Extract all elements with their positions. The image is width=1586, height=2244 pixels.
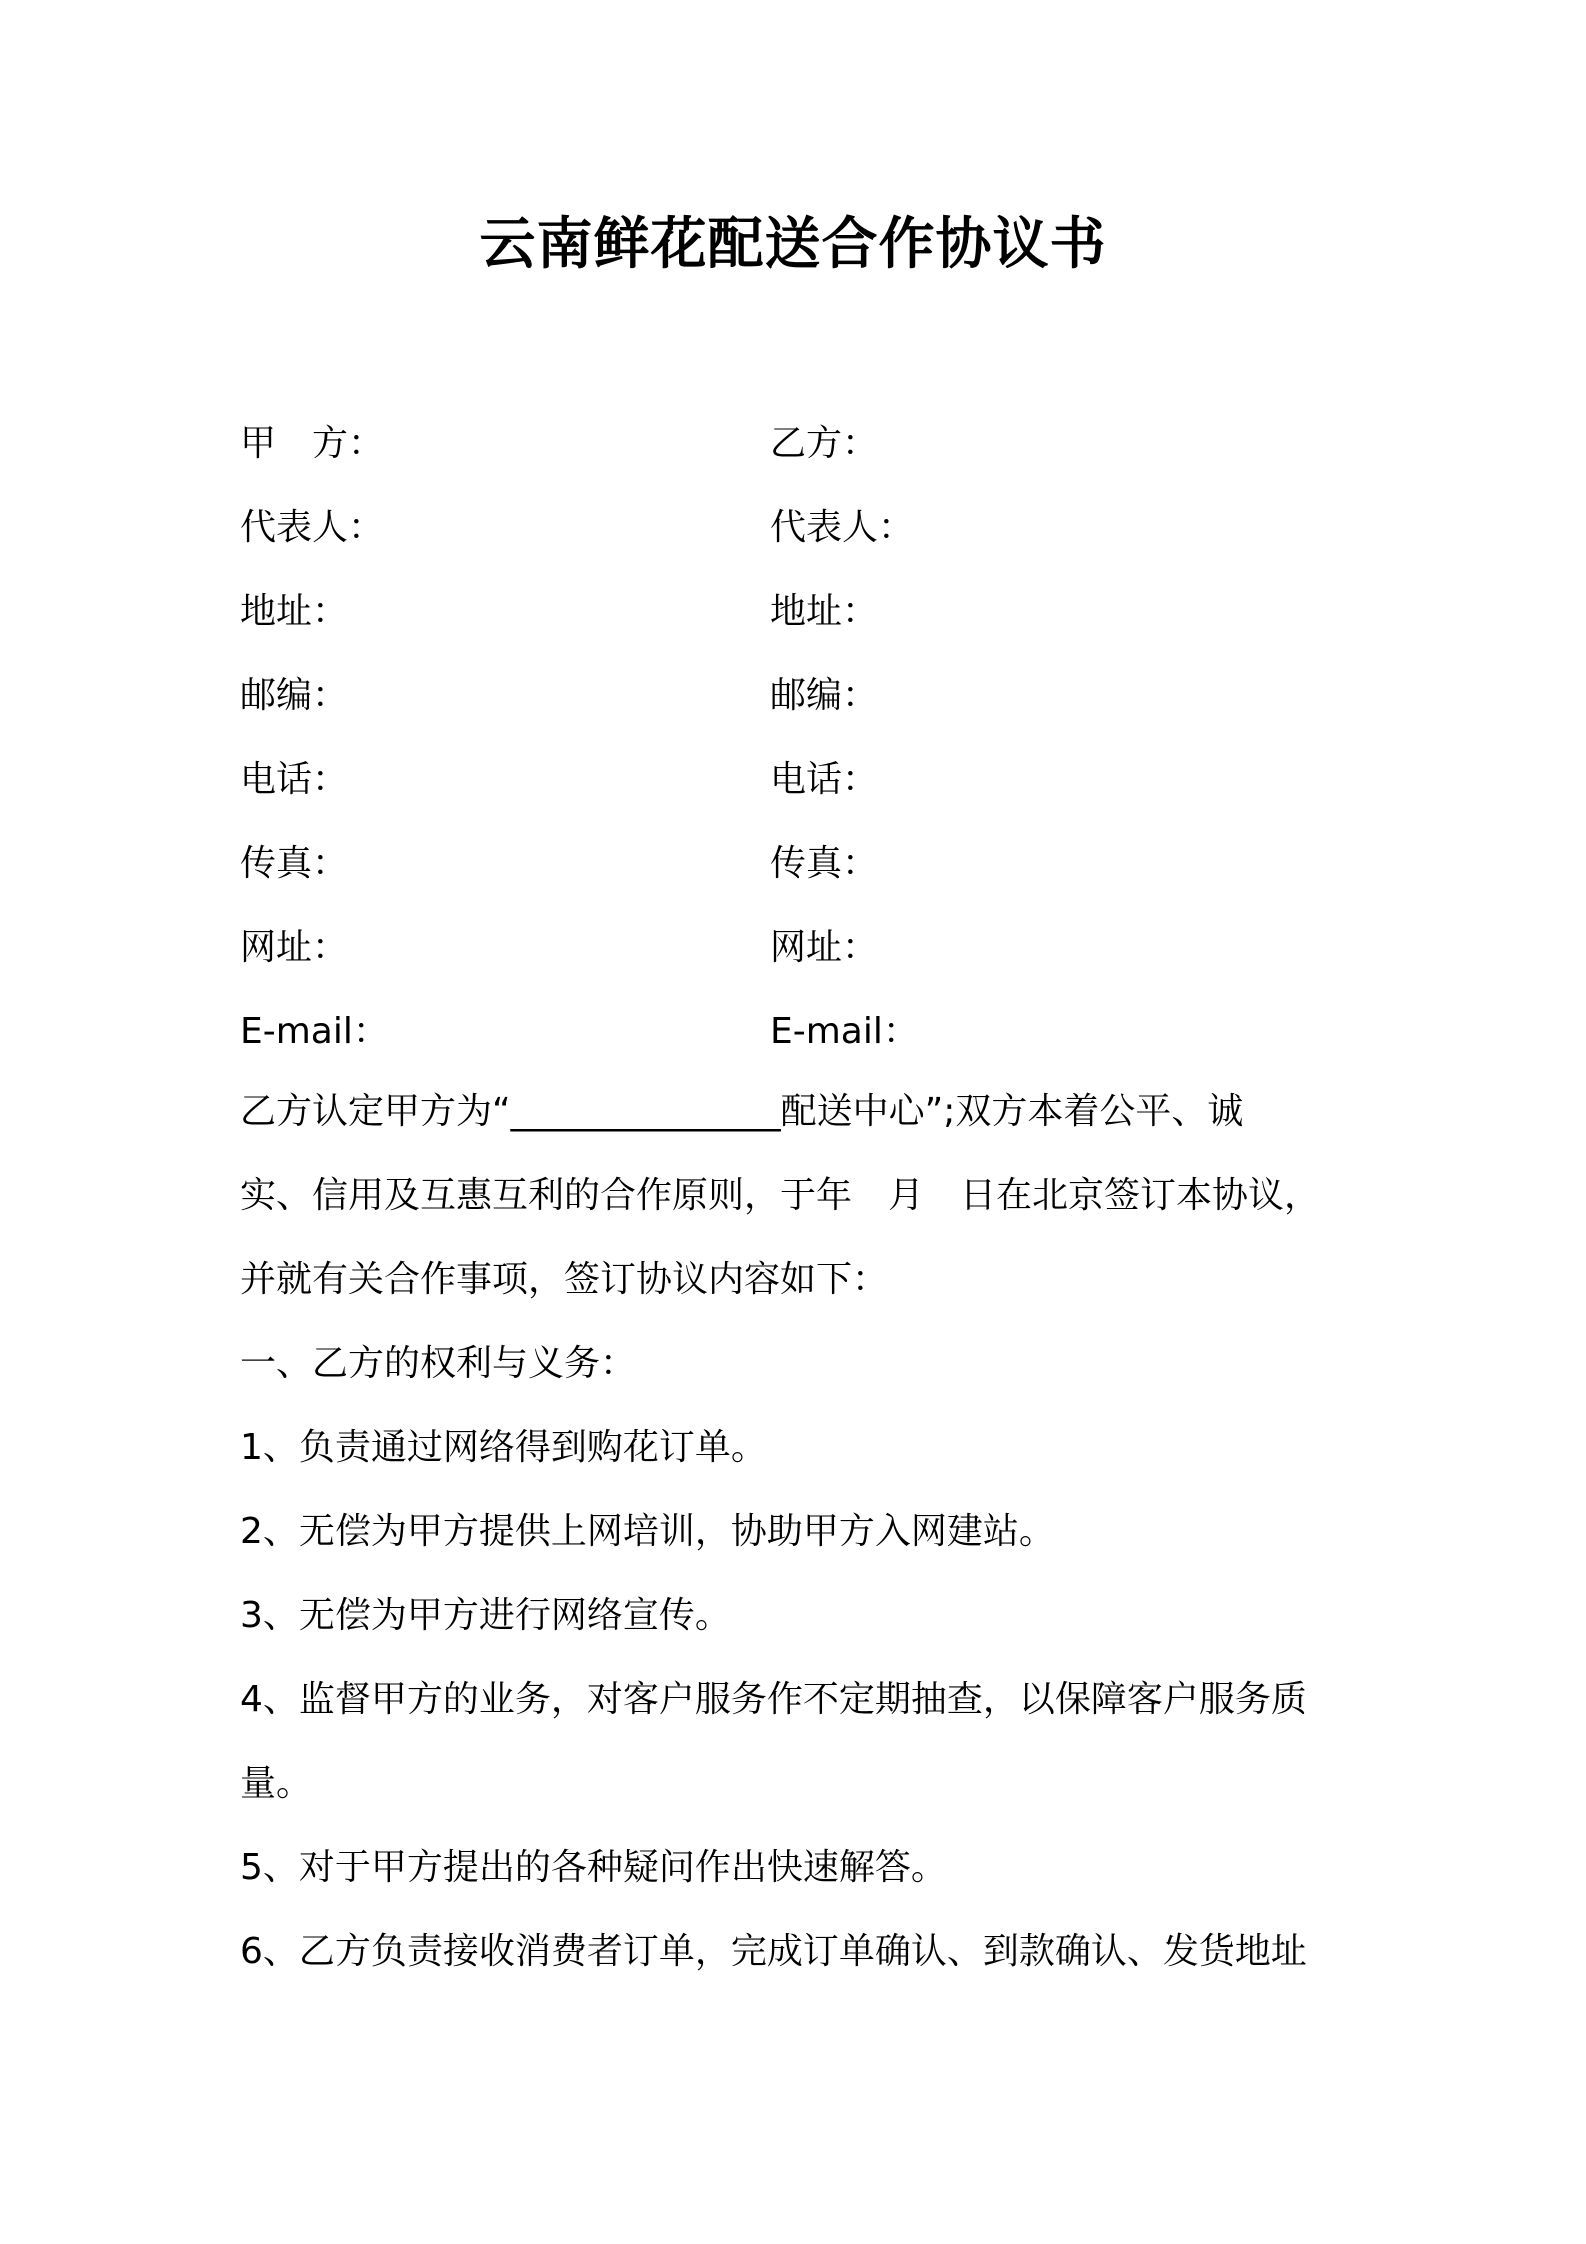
party-a-representative-label: 代表人： [240, 507, 385, 548]
preamble-line-2: 实、信用及互惠互利的合作原则，于年 月 日在北京签订本协议， [240, 1175, 1321, 1216]
party-a-name-label: 甲 方： [240, 423, 385, 464]
party-row-email [240, 990, 1360, 1074]
party-b-email-label: E-mail： [770, 1011, 919, 1052]
party-a-website-label: 网址： [240, 927, 349, 968]
party-b-name-label: 乙方： [770, 423, 879, 464]
clause-4: 4、监督甲方的业务，对客户服务作不定期抽查，以保障客户服务质 [240, 1679, 1307, 1720]
party-row-postcode [240, 654, 1360, 738]
agreement-body [240, 1070, 1360, 1994]
clause-6: 6、乙方负责接收消费者订单，完成订单确认、到款确认、发货地址 [240, 1931, 1307, 1972]
party-a-address-label: 地址： [240, 591, 349, 632]
clause-2: 2、无偿为甲方提供上网培训，协助甲方入网建站。 [240, 1511, 1055, 1552]
clause-5: 5、对于甲方提出的各种疑问作出快速解答。 [240, 1847, 947, 1888]
preamble-line-3: 并就有关合作事项，签订协议内容如下： [240, 1259, 889, 1300]
clause-4-continuation: 量。 [240, 1763, 313, 1804]
clause-1: 1、负责通过网络得到购花订单。 [240, 1427, 767, 1468]
party-row-website [240, 906, 1360, 990]
section-1-heading: 一、乙方的权利与义务： [240, 1343, 637, 1384]
party-b-address-label: 地址： [770, 591, 879, 632]
party-row-fax [240, 822, 1360, 906]
party-a-fax-label: 传真： [240, 843, 349, 884]
party-b-postcode-label: 邮编： [770, 675, 879, 716]
preamble-line-1: 乙方认定甲方为“_______________配送中心”;双方本着公平、诚 [240, 1091, 1244, 1132]
party-row-representative [240, 486, 1360, 570]
party-b-website-label: 网址： [770, 927, 879, 968]
party-a-phone-label: 电话： [240, 759, 349, 800]
party-a-postcode-label: 邮编： [240, 675, 349, 716]
party-row-address [240, 570, 1360, 654]
party-info-table [240, 402, 1360, 1074]
party-a-email-label: E-mail： [240, 1011, 389, 1052]
document-title: 云南鲜花配送合作协议书 [479, 212, 1107, 277]
party-row-phone [240, 738, 1360, 822]
party-b-fax-label: 传真： [770, 843, 879, 884]
party-b-phone-label: 电话： [770, 759, 879, 800]
party-b-representative-label: 代表人： [770, 507, 915, 548]
party-row-name [240, 402, 1360, 486]
clause-3: 3、无偿为甲方进行网络宣传。 [240, 1595, 731, 1636]
